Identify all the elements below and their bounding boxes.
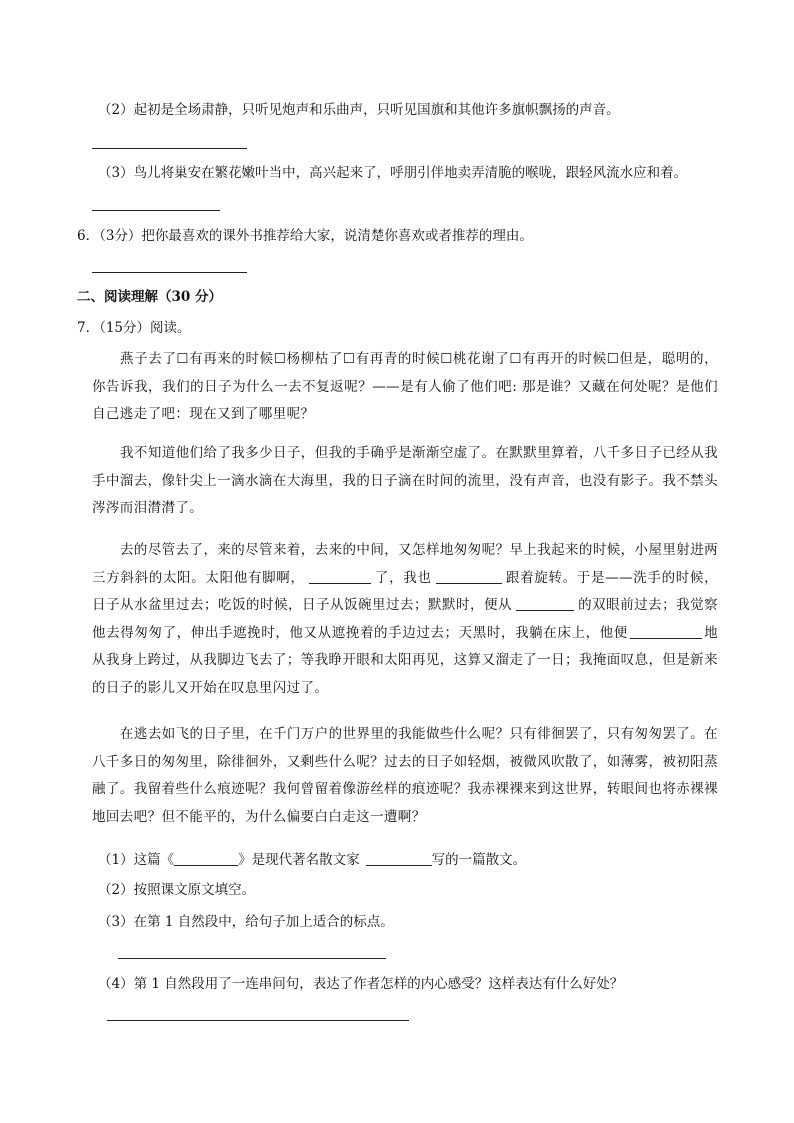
passage-paragraph-1: 燕子去了☐有再来的时候☐杨柳枯了☐有再青的时候☐桃花谢了☐有再开的时候☐但是，聪明的，你告诉我，我们的日子为什么一去不复返呢？——是有人偷了他们吧: 那是谁？又藏在何处呢？是他们自己逃走了吧：现在又到了哪里呢？ bbox=[92, 351, 718, 422]
blank-4[interactable] bbox=[630, 622, 702, 639]
sub-question-4-answer-line[interactable] bbox=[107, 1020, 409, 1021]
blank-1[interactable] bbox=[309, 567, 371, 584]
sub-question-2: （2）按照课文原文填空。 bbox=[98, 882, 256, 898]
sub-question-1-text-b: 》是现代著名散文家 bbox=[238, 852, 360, 868]
q5-item-3: （3）鸟儿将巢安在繁花嫩叶当中，高兴起来了，呼朋引伴地卖弄清脆的喉咙，跟轻风流水应和着。 bbox=[98, 165, 688, 181]
q5-item-3-answer-line[interactable] bbox=[92, 210, 220, 211]
section-2-title: 二、阅读理解（30 分） bbox=[77, 289, 222, 305]
passage-p3-text-e: 地从我身上跨过，从我脚边飞去了；等我睁开眼和太阳再见，这算又溜走了一日；我掩面叹息，但是新来的日子的影儿又开始在叹息里闪过了。 bbox=[92, 624, 718, 696]
author-blank[interactable] bbox=[366, 849, 432, 866]
q5-item-2-answer-line[interactable] bbox=[92, 148, 247, 149]
sub-question-1-text-c: 写的一篇散文。 bbox=[431, 852, 527, 868]
title-blank[interactable] bbox=[174, 849, 238, 866]
passage-paragraph-2: 我不知道他们给了我多少日子，但我的手确乎是渐渐空虚了。在默默里算着，八千多日子已经从我手中溜去，像针尖上一滴水滴在大海里，我的日子滴在时间的流里，没有声音，也没有影子。我不禁头涔涔而泪潸潸了。 bbox=[92, 445, 718, 516]
sub-question-1 bbox=[98, 849, 526, 870]
sub-question-3-answer-line[interactable] bbox=[118, 958, 386, 959]
passage-p3-text-a: 去的尽管去了，来的尽管来着，去来的中间，又怎样地匆匆呢？早上我起来的时候，小屋里射进两三方斜斜的太阳。太阳他有脚啊， bbox=[92, 542, 718, 586]
sub-question-4: （4）第 1 自然段用了一连串问句，表达了作者怎样的内心感受？这样表达有什么好处？ bbox=[98, 976, 624, 992]
question-6-answer-line[interactable] bbox=[92, 272, 247, 273]
question-6: 6．（3分）把你最喜欢的课外书推荐给大家，说清楚你喜欢或者推荐的理由。 bbox=[77, 228, 533, 244]
passage-p3-text-c: 跟着旋转。于是——洗手的时候，日子从水盆里过去；吃饭的时候，日子从饭碗里过去；默默时，便从 bbox=[92, 569, 719, 613]
passage-paragraph-4: 在逃去如飞的日子里，在千门万户的世界里的我能做些什么呢？只有徘徊罢了，只有匆匆罢了。在八千多日的匆匆里，除徘徊外，又剩些什么呢？过去的日子如轻烟，被微风吹散了，如薄雾，被初阳蒸融了。我留着些什么痕迹呢？我何曾留着像游丝样的痕迹呢？我赤裸裸来到这世界，转眼间也将赤裸裸地回去吧？但不能平的，为什么偏要白白走这一遭啊？ bbox=[92, 726, 718, 825]
sub-question-1-text-a: （1）这篇《 bbox=[98, 852, 175, 868]
passage-p3-text-d: 的双眼前过去；我觉察他去得匆匆了，伸出手遮挽时，他又从遮挽着的手边过去；天黑时，我躺在床上，他便 bbox=[92, 597, 718, 641]
question-7-intro: 7．（15分）阅读。 bbox=[77, 320, 191, 336]
passage-p3-text-b: 了，我也 bbox=[374, 569, 432, 586]
blank-3[interactable] bbox=[516, 594, 574, 611]
q5-item-2: （2）起初是全场肃静，只听见炮声和乐曲声，只听见国旗和其他许多旗帜飘扬的声音。 bbox=[98, 102, 620, 118]
sub-question-3: （3）在第 1 自然段中，给句子加上适合的标点。 bbox=[98, 914, 394, 930]
passage-paragraph-3 bbox=[92, 537, 718, 702]
blank-2[interactable] bbox=[436, 567, 502, 584]
